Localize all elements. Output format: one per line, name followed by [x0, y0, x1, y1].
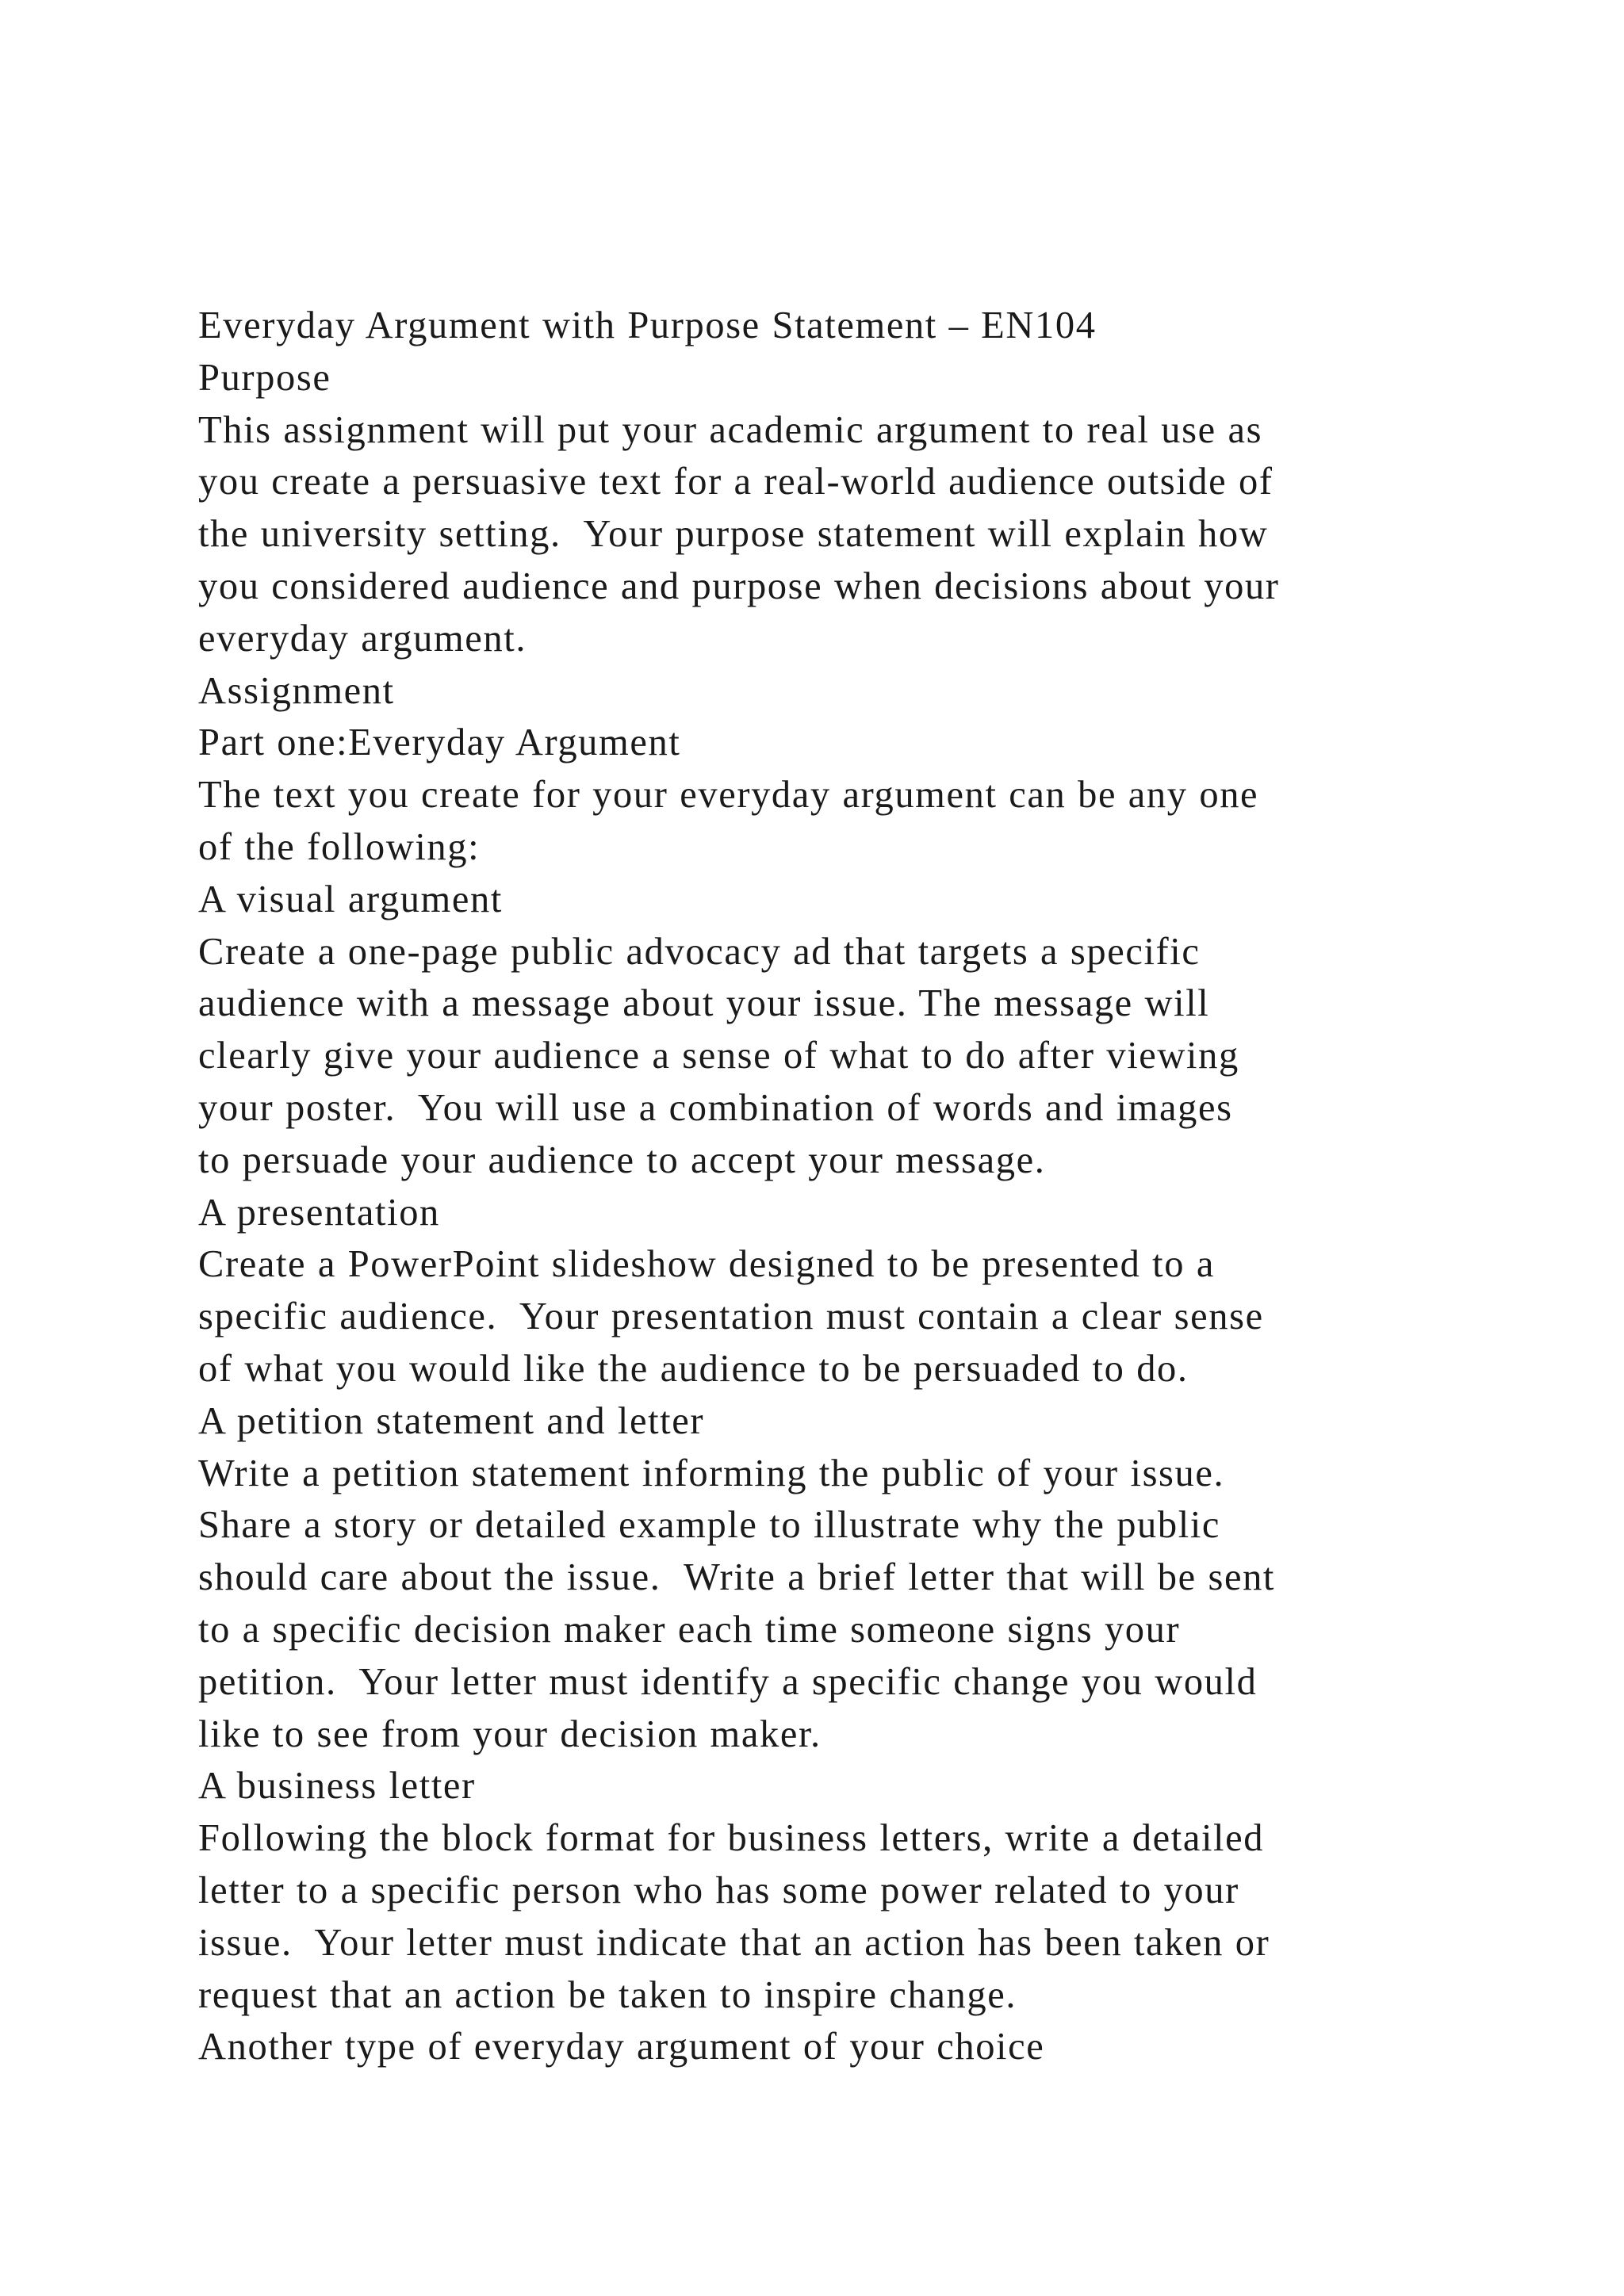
paragraph-line: clearly give your audience a sense of what to do after viewing	[198, 1035, 1239, 1077]
option-heading-presentation: A presentation	[198, 1191, 440, 1234]
paragraph-line: everyday argument.	[198, 617, 527, 660]
paragraph-line: issue. Your letter must indicate that an action has been taken or	[198, 1921, 1270, 1964]
paragraph-line: to a specific decision maker each time someone signs your	[198, 1608, 1181, 1651]
paragraph-line: your poster. You will use a combination of words and images	[198, 1086, 1233, 1129]
document-title: Everyday Argument with Purpose Statement – EN104	[198, 304, 1097, 346]
section-heading-assignment: Assignment	[198, 669, 395, 712]
option-heading-visual-argument: A visual argument	[198, 878, 503, 920]
paragraph-line: of what you would like the audience to be persuaded to do.	[198, 1347, 1189, 1390]
paragraph-line: audience with a message about your issue. The message will	[198, 982, 1210, 1025]
paragraph-line: of the following:	[198, 825, 481, 868]
paragraph-line: you create a persuasive text for a real-world audience outside of	[198, 461, 1274, 503]
paragraph-line: specific audience. Your presentation must contain a clear sense	[198, 1295, 1264, 1338]
paragraph-line: Share a story or detailed example to illustrate why the public	[198, 1504, 1221, 1547]
paragraph-line: you considered audience and purpose when decisions about your	[198, 564, 1280, 607]
paragraph-line: This assignment will put your academic argument to real use as	[198, 408, 1263, 451]
paragraph-line: Create a PowerPoint slideshow designed to be presented to a	[198, 1243, 1215, 1286]
paragraph-line: should care about the issue. Write a brief letter that will be sent	[198, 1556, 1276, 1599]
paragraph-line: like to see from your decision maker.	[198, 1712, 822, 1755]
paragraph-line: The text you create for your everyday argument can be any one	[198, 774, 1259, 817]
paragraph-line: the university setting. Your purpose statement will explain how	[198, 513, 1269, 556]
document-body	[198, 300, 1515, 2073]
paragraph-line: Write a petition statement informing the public of your issue.	[198, 1452, 1225, 1494]
subheading-part-one: Part one:Everyday Argument	[198, 721, 681, 764]
option-heading-business-letter: A business letter	[198, 1765, 476, 1808]
paragraph-line: request that an action be taken to inspire change.	[198, 1973, 1017, 2016]
paragraph-line: Following the block format for business letters, write a detailed	[198, 1817, 1265, 1860]
section-heading-purpose: Purpose	[198, 356, 331, 399]
option-heading-petition: A petition statement and letter	[198, 1399, 705, 1442]
paragraph-line: letter to a specific person who has some power related to your	[198, 1869, 1239, 1911]
option-heading-another-type: Another type of everyday argument of your choice	[198, 2026, 1045, 2068]
paragraph-line: Create a one-page public advocacy ad that targets a specific	[198, 930, 1201, 973]
paragraph-line: to persuade your audience to accept your message.	[198, 1138, 1046, 1181]
paragraph-line: petition. Your letter must identify a specific change you would	[198, 1660, 1258, 1703]
